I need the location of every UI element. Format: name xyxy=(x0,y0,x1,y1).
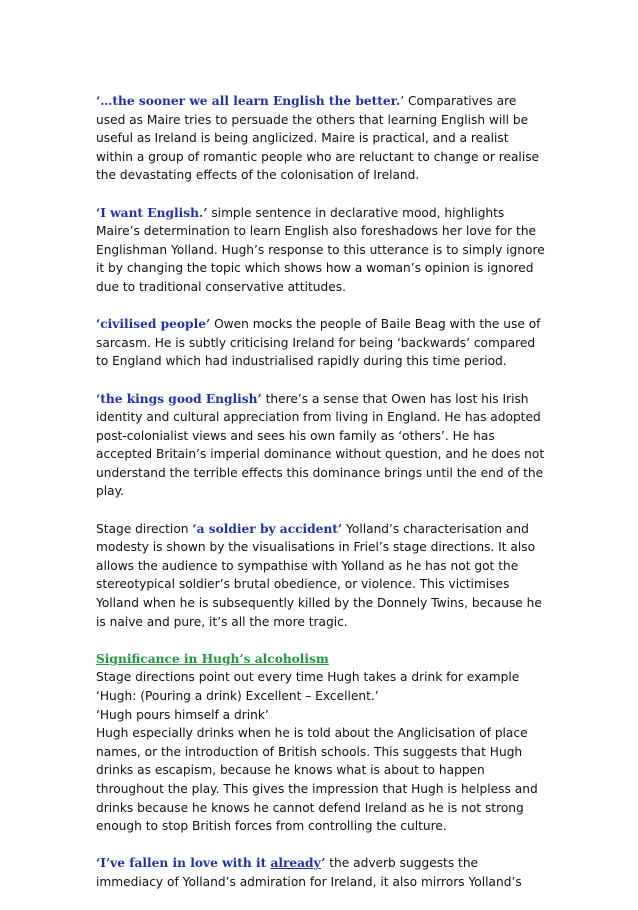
quote: ‘I’ve fallen in love with it xyxy=(96,856,271,871)
quote-close: ’ xyxy=(321,856,326,871)
quote-underlined-word: already xyxy=(270,856,322,871)
paragraph-kings-good-english xyxy=(96,390,546,502)
lead-text: Stage direction xyxy=(96,521,193,536)
quote: ‘the kings good English’ xyxy=(96,391,262,406)
section-quote-line: ‘Hugh: (Pouring a drink) Excellent – Excellent.’ xyxy=(96,689,379,703)
analysis-text: simple sentence in declarative mood, highlights Maire’s determination to learn English also foreshadows her love for the Englishman Yolland. Hugh’s response to this utterance is to simply ignore it by changing the topic which shows how a woman’s opinion is ignored due to traditional conservative attitudes. xyxy=(96,205,545,294)
section-body: Hugh especially drinks when he is told about the Anglicisation of place names, or the introduction of British schools. This suggests that Hugh drinks as escapism, because he knows what is about to happen throughout the play. This gives the impression that Hugh is helpless and drinks because he knows he cannot defend Ireland as he is not strong enough to stop British forces from controlling the culture. xyxy=(96,726,538,834)
section-quote-line: ‘Hugh pours himself a drink’ xyxy=(96,707,269,722)
analysis-text: Owen mocks the people of Baile Beag with the use of sarcasm. He is subtly criticising Ireland for being ‘backwards’ compared to England which had industrialised rapidly during this time period. xyxy=(96,317,541,369)
paragraph-fallen-in-love xyxy=(96,854,546,891)
analysis-text: Yolland’s characterisation and modesty is shown by the visualisations in Friel’s stage directions. It also allows the audience to sympathise with Yolland as he has not got the stereotypical soldier’s brutal obedience, or violence. This victimises Yolland when he is subsequently killed by the Donnely Twins, because he is naive and pure, it’s all the more tragic. xyxy=(96,521,542,629)
analysis-text: there’s a sense that Owen has lost his Irish identity and cultural appreciation from living in England. He has adopted post-colonialist views and sees his own family as ‘others’. He has accepted Britain’s imperial dominance without question, and he does not understand the terrible effects this dominance brings until the end of the play. xyxy=(96,391,545,499)
section-line: Stage directions point out every time Hugh takes a drink for example xyxy=(96,670,520,685)
paragraph-sooner-english xyxy=(96,92,546,185)
quote: ‘…the sooner we all learn English the better. xyxy=(96,94,401,108)
paragraph-i-want-english xyxy=(96,204,546,297)
document-page xyxy=(96,92,546,910)
analysis-text: ’ Comparatives are used as Maire tries to persuade the others that learning English will be useful as Ireland is being anglicized. Maire is practical, and a realist within a group of romantic people who are reluctant to change or realise the devastating effects of the colonisation of Ireland. xyxy=(96,94,540,183)
paragraph-soldier-by-accident xyxy=(96,520,546,632)
section-hugh-alcoholism xyxy=(96,650,546,836)
quote: ‘I want English.’ xyxy=(96,205,208,220)
quote: ‘a soldier by accident’ xyxy=(192,521,343,536)
paragraph-civilised-people xyxy=(96,315,546,371)
quote: ‘civilised people’ xyxy=(96,317,211,332)
analysis-text: the adverb suggests the immediacy of Yolland’s admiration for Ireland, it also mirrors Yolland’s xyxy=(96,856,522,889)
section-heading: Significance in Hugh’s alcoholism xyxy=(96,651,329,666)
